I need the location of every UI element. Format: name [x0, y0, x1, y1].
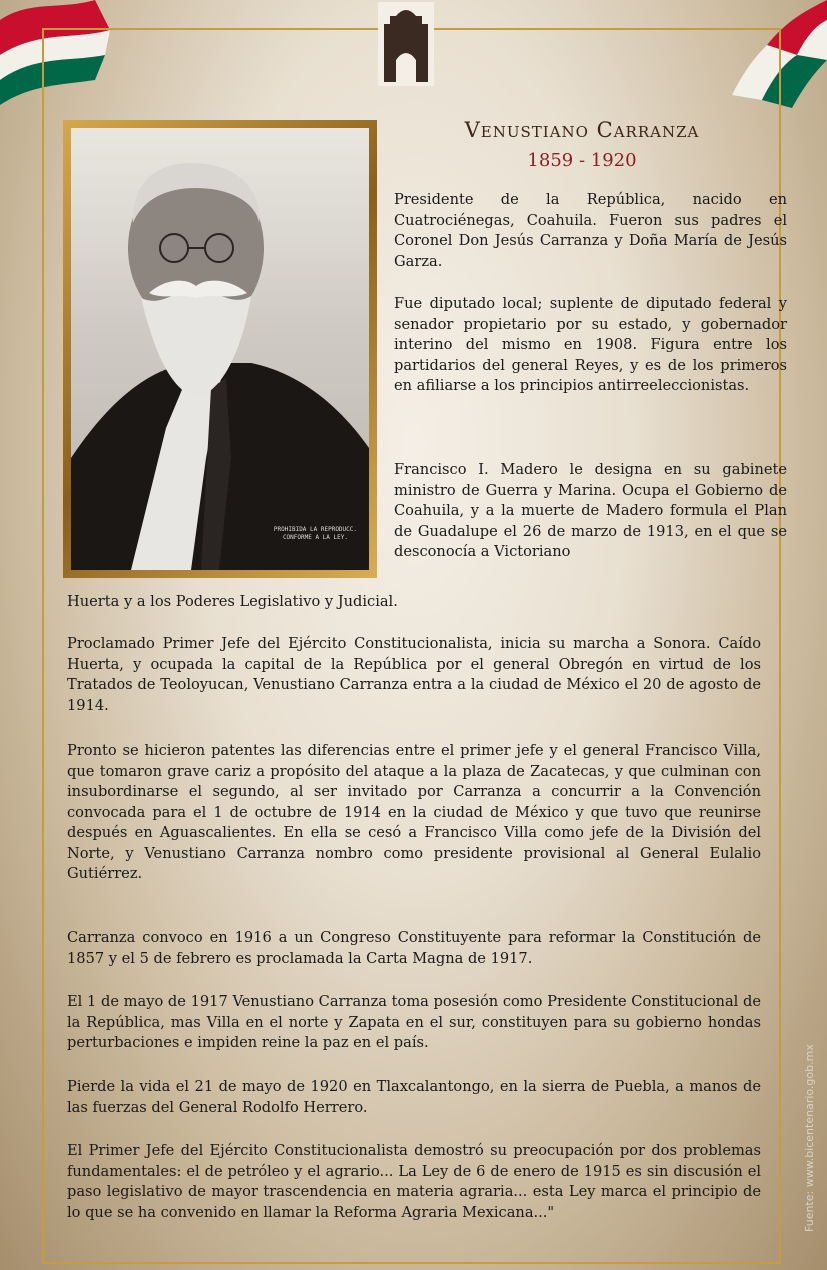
- paragraph-9: El Primer Jefe del Ejército Constitucionalista demostró su preocupación por dos problemas fundamentales: el de petróleo y el agrario... La Ley de 6 de enero de 1915 es sin discusión el paso legislativo de mayor trascendencia en materia agraria... esta Ley marca el principio de lo que se ha convenido en llamar la Reforma Agraria Mexicana...": [67, 1142, 761, 1221]
- monument-revolution-icon: [376, 2, 436, 86]
- photo-caption: [274, 526, 357, 542]
- paragraph-3b: Huerta y a los Poderes Legislativo y Judicial.: [67, 593, 398, 610]
- paragraph-3a: Francisco I. Madero le designa en su gabinete ministro de Guerra y Marina. Ocupa el Gobierno de Coahuila, y a la muerte de Madero formula el Plan de Guadalupe el 26 de marzo de 1913, en el que se desconocía a Victoriano: [394, 461, 787, 560]
- portrait-figure: [71, 128, 369, 570]
- page-title: Venustiano Carranza: [464, 118, 700, 142]
- photo-caption-line-1: PROHIBIDA LA REPRODUCC.: [273, 526, 357, 533]
- paragraph-5: Pronto se hicieron patentes las diferencias entre el primer jefe y el general Francisco Villa, que tomaron grave cariz a propósito del ataque a la plaza de Zacatecas, y que culminan con insubordinarse el segundo, al ser invitado por Carranza a concurrir a la Convención convocada para el 1 de octubre de 1914 en la ciudad de México y que tuvo que reunirse después en Aguascalientes. En ella se cesó a Francisco Villa como jefe de la División del Norte, y Venustiano Carranza nombro como presidente provisional al General Eulalio Gutiérrez.: [67, 742, 761, 882]
- paragraph-1: Presidente de la República, nacido en Cuatrociénegas, Coahuila. Fueron sus padres el Coronel Don Jesús Carranza y Doña María de Jesús Garza.: [394, 191, 787, 270]
- paragraph-8: Pierde la vida el 21 de mayo de 1920 en Tlaxcalantongo, en la sierra de Puebla, a manos de las fuerzas del General Rodolfo Herrero.: [67, 1078, 761, 1116]
- photo-caption-line-2: CONFORME A LA LEY.: [282, 534, 348, 541]
- lifespan-years: 1859 - 1920: [527, 150, 637, 171]
- portrait-frame: [63, 120, 377, 578]
- paragraph-4: Proclamado Primer Jefe del Ejército Constitucionalista, inicia su marcha a Sonora. Caído Huerta, y ocupada la capital de la República por el general Obregón en virtud de los Tratados de Teoloyucan, Venustiano Carranza entra a la ciudad de México el 20 de agosto de 1914.: [67, 635, 761, 714]
- paragraph-2: Fue diputado local; suplente de diputado federal y senador propietario por su estado, y gobernador interino del mismo en 1908. Figura entre los partidarios del general Reyes, y es de los primeros en afiliarse a los principios antirreeleccionistas.: [394, 295, 787, 394]
- source-credit: Fuente: www.bicentenario.gob.mx: [803, 1044, 816, 1232]
- paragraph-7: El 1 de mayo de 1917 Venustiano Carranza toma posesión como Presidente Constitucional de la República, mas Villa en el norte y Zapata en el sur, constituyen para su gobierno hondas perturbaciones e impiden reine la paz en el país.: [67, 993, 761, 1051]
- portrait-photo: [71, 128, 369, 570]
- paragraph-6: Carranza convoco en 1916 a un Congreso Constituyente para reformar la Constitución de 1857 y el 5 de febrero es proclamada la Carta Magna de 1917.: [67, 929, 761, 967]
